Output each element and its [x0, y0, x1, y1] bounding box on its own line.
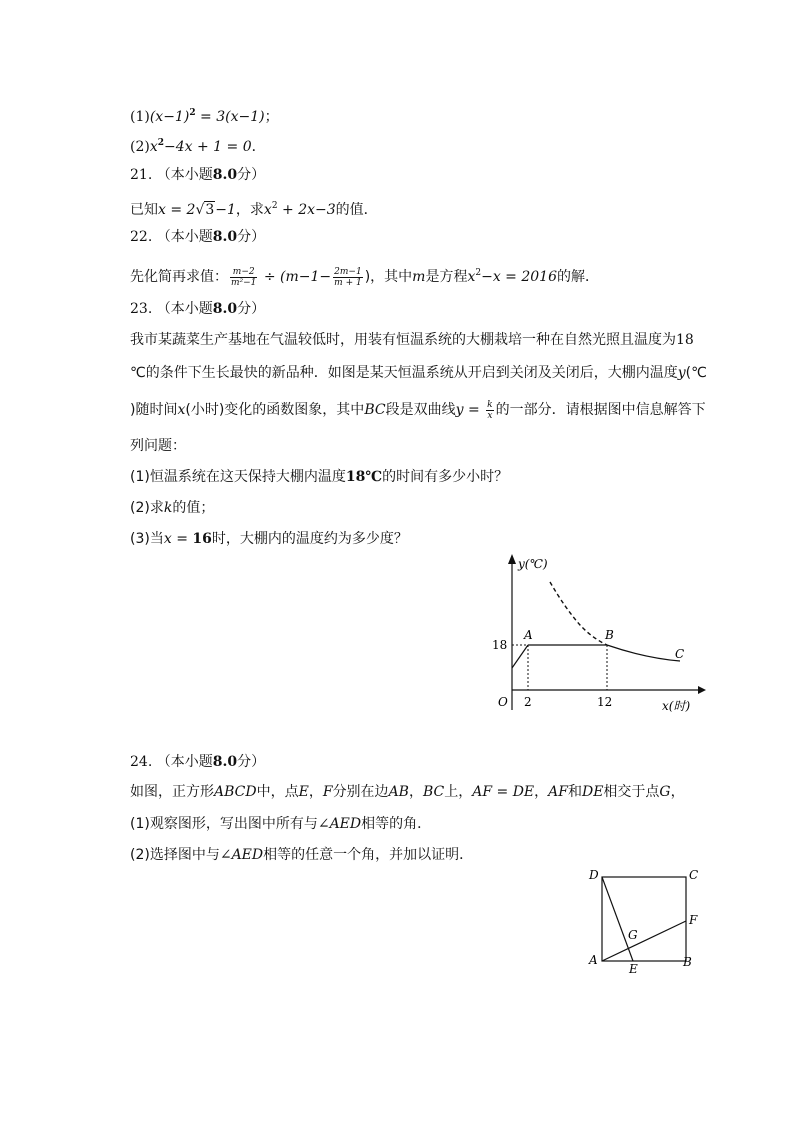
segment-oa: [512, 645, 528, 668]
label-c: C: [689, 868, 699, 882]
q20-part2: $(2)x^2-4x + 1 = 0$．: [130, 138, 266, 155]
q23-line3: )随时间x(小时)变化的函数图象，其中BC段是双曲线y = $\frac{k}{x}$ 的一部分．请根据图中信息解答下: [130, 399, 706, 421]
q23-line4: 列问题：: [130, 438, 186, 454]
q24-part2: (2)选择图中与∠AED相等的任意一个角，并加以证明．: [130, 847, 474, 863]
q23-part2: (2)求k的值；: [130, 500, 215, 516]
q23-part3: (3)当x = 16时，大棚内的温度约为多少度？: [130, 531, 408, 547]
label-g: G: [628, 928, 638, 942]
label-f: F: [689, 913, 698, 927]
y-axis-arrow: [508, 554, 516, 564]
point-a-label: A: [524, 628, 533, 642]
x-axis-arrow: [698, 686, 706, 694]
label-e: E: [629, 962, 638, 976]
label-d: D: [589, 868, 599, 882]
q21-body: 已知x = 2√3−1，求$x^2 + 2x-3$的值．: [130, 201, 378, 218]
x-tick-12: 12: [597, 695, 613, 709]
q24-line1: 如图，正方形ABCD中，点E，F分别在边AB，BC上，AF = DE，AF和DE相交于点G，: [130, 784, 685, 800]
label-b: B: [683, 955, 692, 969]
dashed-hyperbola: [550, 582, 607, 645]
y-tick-18: 18: [492, 638, 508, 652]
point-b-label: B: [605, 628, 614, 642]
q24-square-figure: [585, 865, 705, 977]
q22-fraction-2: $\frac{2m-1}{m + 1}$: [334, 266, 362, 288]
q23-line1: 我市某蔬菜生产基地在气温较低时，用装有恒温系统的大棚栽培一种在自然光照且温度为18: [130, 332, 694, 348]
square-abcd: [602, 877, 686, 961]
origin-label: O: [498, 695, 508, 709]
q20-part1: $(1)(x-1)^2 = 3(x-1)$；: [130, 108, 279, 125]
q24-header: 24. （本小题8.0分）: [130, 754, 266, 770]
q23-header: 23. （本小题8.0分）: [130, 301, 266, 317]
curve-bc: [607, 645, 680, 661]
q22-header: 22. （本小题8.0分）: [130, 229, 266, 245]
x-axis-label: x(时): [662, 699, 691, 713]
label-a: A: [589, 953, 598, 967]
q22-body: 先化简再求值： $\frac{m-2}{\text{m²−1}}$ ÷ (m−1− $\frac{2m-1}{m + 1}$ )，其中m是方程$x^2-x = 2016$的解．: [130, 266, 599, 288]
q24-part1: (1)观察图形，写出图中所有与∠AED相等的角．: [130, 816, 432, 832]
segment-af: [602, 921, 686, 961]
q21-header: 21. （本小题8.0分）: [130, 167, 266, 183]
q23-line2: ℃的条件下生长最快的新品种．如图是某天恒温系统从开启到关闭及关闭后，大棚内温度y(℃: [130, 365, 707, 381]
x-tick-2: 2: [524, 695, 532, 709]
point-c-label: C: [675, 647, 685, 661]
q23-temperature-graph: [480, 550, 710, 725]
q22-fraction-1: $\frac{m-2}{\text{m²−1}}$: [231, 266, 257, 288]
q23-part1: (1)恒温系统在这天保持大棚内温度18℃的时间有多少小时？: [130, 469, 509, 485]
y-axis-label: y(℃): [518, 557, 548, 571]
